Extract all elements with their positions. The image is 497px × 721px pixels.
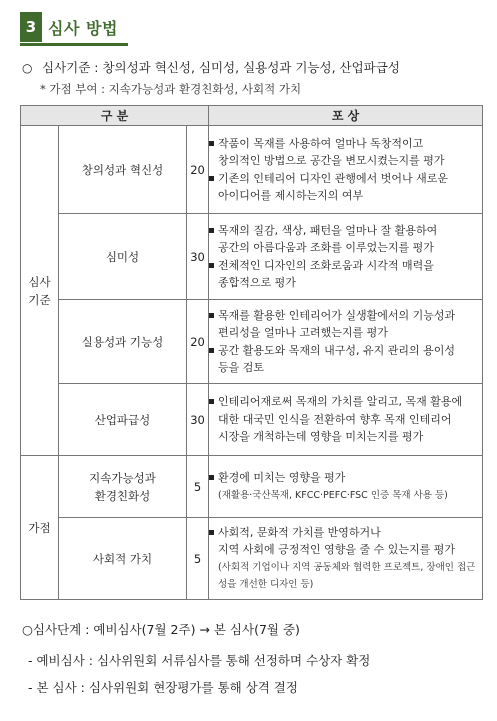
- description-line: 인테리어재로써 목재의 가치를 알리고, 목재 활용에: [218, 395, 463, 409]
- table-row: [21, 384, 483, 456]
- description-line: 작품이 목재를 사용하여 얼마나 독창적이고: [218, 136, 424, 150]
- stage-text: 심사단계 : 예비심사(7월 2주) → 본 심사(7월 중): [32, 622, 300, 637]
- stage-line: [22, 620, 300, 638]
- description-item: [209, 257, 482, 292]
- prelim-line: - 예비심사 : 심사위원회 서류심사를 통해 선정하며 수상자 확정: [28, 653, 371, 668]
- group-label: [21, 126, 59, 456]
- square-bullet-icon: [209, 263, 214, 268]
- section-number: 3: [20, 12, 42, 42]
- section-underline: [20, 43, 128, 46]
- table-header-row: [21, 106, 483, 126]
- square-bullet-icon: [209, 313, 214, 318]
- criterion-name-line: 환경친화성: [94, 488, 151, 503]
- description-note: (재활용·국산목재, KFCC·PEFC·FSC 인증 목재 사용 등): [218, 489, 448, 501]
- description-line: 전체적인 디자인의 조화로움과 시각적 매력을: [218, 258, 434, 272]
- criterion-name: [59, 214, 187, 300]
- criterion-name: [59, 518, 187, 600]
- criteria-line: [22, 58, 400, 76]
- criteria-table: [20, 105, 483, 600]
- section-header: [20, 12, 477, 44]
- criterion-points: 20: [187, 300, 209, 384]
- description-line: 창의적인 방법으로 공간을 변모시켰는지를 평가: [218, 154, 445, 167]
- criterion-name-line: 창의성과 혁신성: [81, 162, 164, 177]
- description-item: [209, 342, 482, 377]
- bonus-line: * 가점 부여 : 지속가능성과 환경친화성, 사회적 가치: [40, 82, 302, 96]
- group-label-line: 심사: [28, 274, 51, 289]
- description-item: [209, 307, 482, 342]
- description-note: (사회적 기업이나 지역 공동체와 협력한 프로젝트, 장애인 접근성을 개선한 디자인 등): [218, 561, 476, 590]
- square-bullet-icon: [209, 530, 214, 535]
- description-line: 등을 검토: [218, 361, 265, 374]
- criterion-description: [209, 384, 483, 456]
- criterion-name-line: 지속가능성과: [89, 470, 156, 485]
- description-line: 지역 사회에 긍정적인 영향을 줄 수 있는지를 평가: [218, 543, 456, 556]
- criteria-text: 심사기준 : 창의성과 혁신성, 심미성, 실용성과 기능성, 산업파급성: [42, 60, 400, 75]
- criterion-points: 30: [187, 384, 209, 456]
- description-line: 공간 활용도와 목재의 내구성, 유지 관리의 용이성: [218, 343, 456, 357]
- description-line: 아이디어를 제시하는지의 여부: [218, 189, 364, 202]
- header-award: 포 상: [209, 106, 483, 126]
- description-item: [209, 393, 482, 446]
- main-review-line: - 본 심사 : 심사위원회 현장평가를 통해 상격 결정: [28, 680, 298, 695]
- description-item: [209, 524, 482, 594]
- criterion-name: [59, 126, 187, 214]
- circle-bullet-icon: ○: [22, 622, 33, 637]
- criterion-description: [209, 518, 483, 600]
- table-row: [21, 456, 483, 518]
- criterion-name: [59, 300, 187, 384]
- description-line: 종합적으로 평가: [218, 276, 296, 289]
- table-row: [21, 214, 483, 300]
- description-line: 목재를 활용한 인테리어가 실생활에서의 기능성과: [218, 308, 456, 322]
- criterion-name-line: 심미성: [105, 249, 140, 264]
- description-item: [209, 135, 482, 170]
- square-bullet-icon: [209, 399, 214, 404]
- criterion-name-line: 사회적 가치: [92, 551, 153, 566]
- square-bullet-icon: [209, 176, 214, 181]
- criterion-description: [209, 300, 483, 384]
- group-label-line: 기준: [28, 292, 51, 307]
- description-line: 편리성을 얼마나 고려했는지를 평가: [218, 326, 388, 339]
- section-title: 심사 방법: [48, 19, 118, 38]
- description-line: 기존의 인테리어 디자인 관행에서 벗어나 새로운: [218, 171, 449, 185]
- description-item: [209, 170, 482, 205]
- criterion-points: 30: [187, 214, 209, 300]
- criterion-points: 5: [187, 518, 209, 600]
- criterion-points: 5: [187, 456, 209, 518]
- criterion-name-line: 실용성과 기능성: [81, 334, 164, 349]
- description-line: 환경에 미치는 영향을 평가: [218, 471, 346, 484]
- criterion-name: [59, 384, 187, 456]
- description-line: 시장을 개척하는데 영향을 미치는지를 평가: [218, 430, 424, 444]
- description-line: 공간의 아름다움과 조화를 이루었는지를 평가: [218, 241, 434, 254]
- criterion-description: [209, 126, 483, 214]
- criterion-points: 20: [187, 126, 209, 214]
- circle-bullet-icon: ○: [22, 61, 33, 75]
- group-label: [21, 456, 59, 600]
- group-label-line: 가점: [28, 520, 51, 535]
- table-row: [21, 300, 483, 384]
- criterion-name: [59, 456, 187, 518]
- criterion-description: [209, 456, 483, 518]
- criterion-name-line: 산업파급성: [94, 412, 151, 427]
- table-row: [21, 518, 483, 600]
- header-category: 구 분: [21, 106, 209, 126]
- criterion-description: [209, 214, 483, 300]
- table-row: [21, 126, 483, 214]
- description-item: [209, 222, 482, 257]
- description-line: 사회적, 문화적 가치를 반영하거나: [218, 525, 381, 539]
- square-bullet-icon: [209, 141, 214, 146]
- square-bullet-icon: [209, 475, 214, 480]
- description-item: [209, 469, 482, 504]
- square-bullet-icon: [209, 228, 214, 233]
- square-bullet-icon: [209, 348, 214, 353]
- description-line: 대한 대국민 인식을 전환하여 향후 목재 인테리어: [218, 412, 452, 426]
- description-line: 목재의 질감, 색상, 패턴을 얼마나 잘 활용하여: [218, 223, 438, 237]
